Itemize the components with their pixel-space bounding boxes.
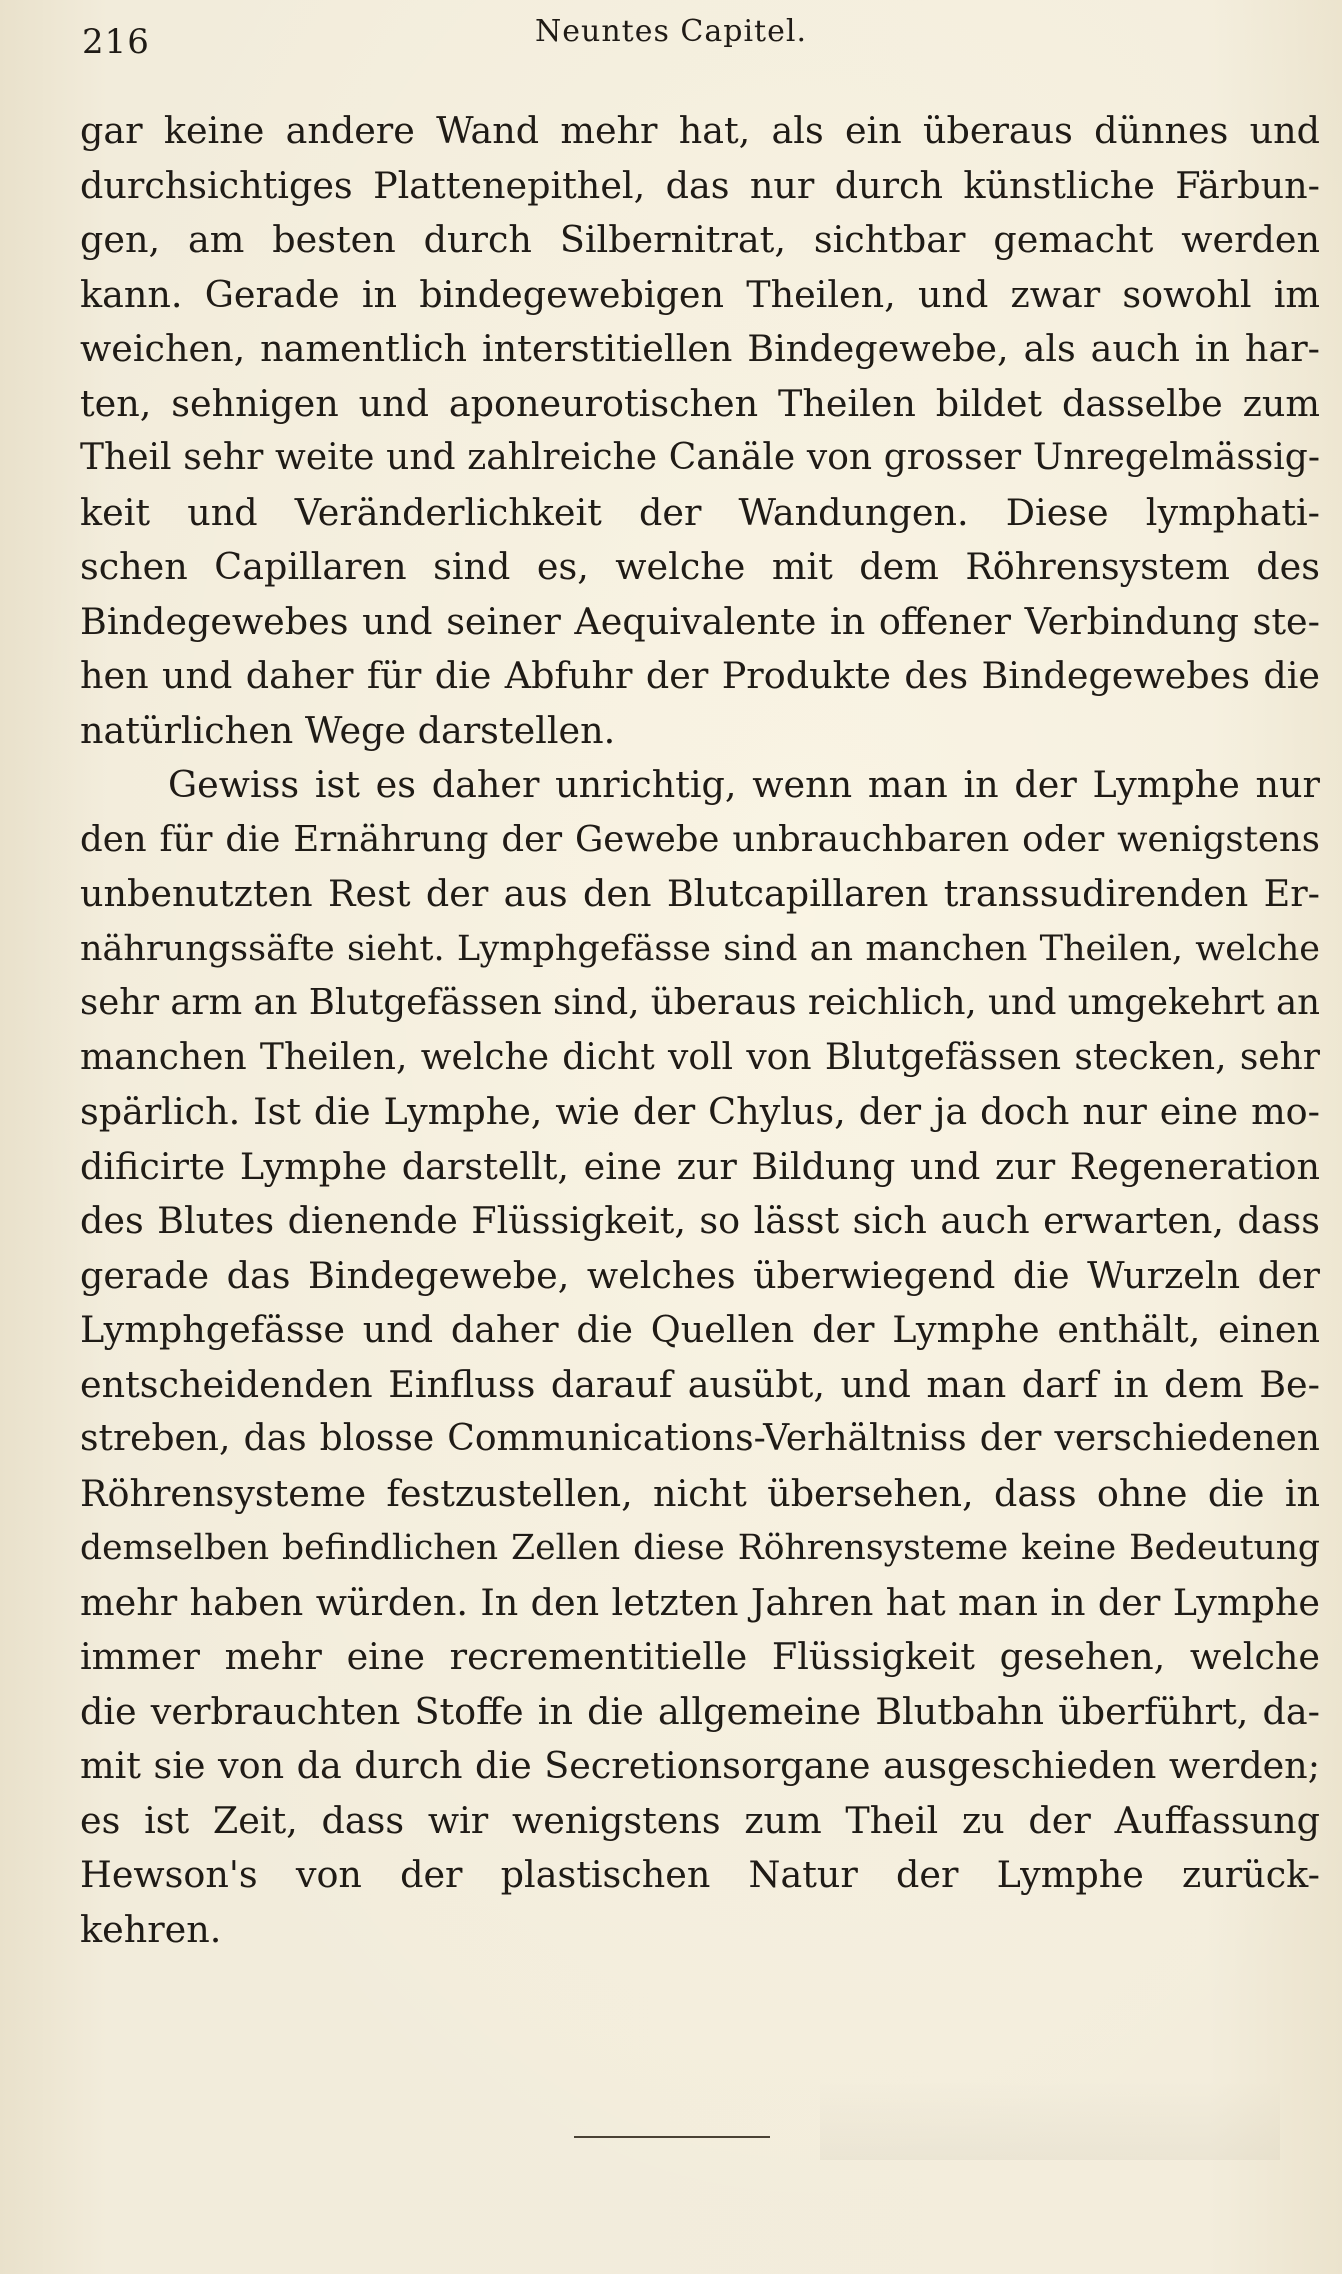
page-number: 216 [82, 22, 150, 62]
text-line: ten, sehnigen und aponeurotischen Theilen bildet dasselbe zum [80, 381, 1320, 425]
text-line: kann. Gerade in bindegewebigen Theilen, und zwar sowohl im [80, 272, 1320, 316]
text-line: mehr haben würden. In den letzten Jahren hat man in der Lymphe [80, 1580, 1320, 1624]
text-line: gar keine andere Wand mehr hat, als ein überaus dünnes und [80, 109, 1320, 152]
text-line: weichen, namentlich interstitiellen Bindegewebe, als auch in har- [80, 327, 1320, 370]
text-line: des Blutes dienende Flüssigkeit, so lässt sich auch erwarten, dass [80, 1199, 1320, 1242]
text-line: manchen Theilen, welche dicht voll von Blutgefässen stecken, sehr [80, 1036, 1320, 1078]
text-line: Theil sehr weite und zahlreiche Canäle von grosser Unregelmässig- [80, 437, 1320, 478]
text-line: Bindegewebes und seiner Aequivalente in offener Verbindung ste- [80, 599, 1320, 643]
text-line: unbenutzten Rest der aus den Blutcapillaren transsudirenden Er- [80, 872, 1320, 915]
text-line: keit und Veränderlichkeit der Wandungen. Diese lymphati- [80, 490, 1320, 534]
footnote-rule [574, 2136, 770, 2138]
text-line: Hewson's von der plastischen Natur der Lymphe zurück- [80, 1853, 1320, 1896]
text-line: sehr arm an Blutgefässen sind, überaus reichlich, und umgekehrt an [80, 982, 1320, 1023]
text-line: kehren. [80, 1907, 222, 1951]
text-line: nährungssäfte sieht. Lymphgefässe sind an manchen Theilen, welche [80, 928, 1320, 969]
text-line: demselben befindlichen Zellen diese Röhrensysteme keine Bedeutung [80, 1528, 1320, 1568]
paragraph-1 [80, 104, 1320, 758]
show-through-shadow [820, 2080, 1280, 2160]
text-line: Röhrensysteme festzustellen, nicht übersehen, dass ohne die in [80, 1471, 1320, 1515]
running-head: Neuntes Capitel. [535, 14, 807, 49]
text-line: streben, das blosse Communications-Verhältniss der verschiedenen [80, 1418, 1320, 1459]
paragraph-2 [80, 758, 1320, 1957]
text-line: entscheidenden Einfluss darauf ausübt, und man darf in dem Be- [80, 1362, 1320, 1406]
text-line: Gewiss ist es daher unrichtig, wenn man in der Lymphe nur [168, 763, 1320, 806]
text-line: schen Capillaren sind es, welche mit dem Röhrensystem des [80, 545, 1320, 588]
text-line: immer mehr eine recrementitielle Flüssigkeit gesehen, welche [80, 1635, 1320, 1678]
text-line: den für die Ernährung der Gewebe unbrauchbaren oder wenigstens [80, 818, 1320, 860]
text-line: spärlich. Ist die Lymphe, wie der Chylus, der ja doch nur eine mo- [80, 1090, 1320, 1133]
text-line: Lymphgefässe und daher die Quellen der Lymphe enthält, einen [80, 1308, 1320, 1351]
text-line: gerade das Bindegewebe, welches überwiegend die Wurzeln der [80, 1253, 1320, 1297]
text-line: dificirte Lymphe darstellt, eine zur Bildung und zur Regeneration [80, 1144, 1320, 1188]
text-line: mit sie von da durch die Secretionsorgane ausgeschieden werden; [80, 1744, 1320, 1787]
text-line: durchsichtiges Plattenepithel, das nur durch künstliche Färbun- [80, 163, 1320, 207]
text-line: natürlichen Wege darstellen. [80, 708, 616, 752]
text-line: gen, am besten durch Silbernitrat, sichtbar gemacht werden [80, 218, 1320, 261]
body-text [80, 104, 1320, 1957]
text-line: es ist Zeit, dass wir wenigstens zum Theil zu der Auffassung [80, 1798, 1320, 1842]
text-line: hen und daher für die Abfuhr der Produkte des Bindegewebes die [80, 654, 1320, 697]
text-line: die verbrauchten Stoffe in die allgemeine Blutbahn überführt, da- [80, 1689, 1320, 1733]
